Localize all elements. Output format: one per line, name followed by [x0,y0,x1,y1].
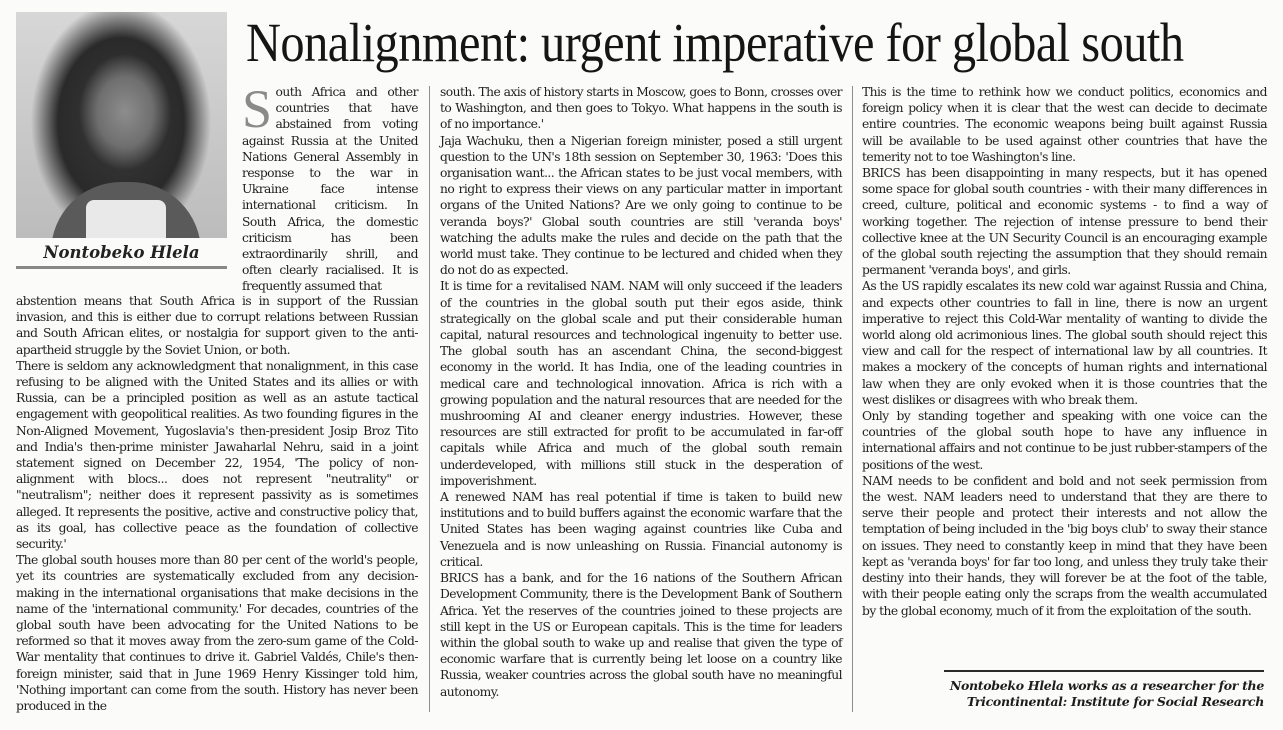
intro-text: outh Africa and other countries that have abstained from voting against Russia at the United Nations General Assembly in response to the war in Ukraine face intense international criticism. In South Africa, the domestic criticism has been extraordinarily shrill, and often clearly racialised. It is frequently assumed that [242,85,418,294]
column-2 [440,84,842,714]
paragraph: A renewed NAM has real potential if time is taken to build new institutions and to build buffers against the economic warfare that the United States has been waging against countries like Cuba and Venezuela and is now unleashing on Russia. Financial autonomy is critical. [440,490,842,569]
intro-paragraph [242,79,418,294]
paragraph: As the US rapidly escalates its new cold war against Russia and China, and expects other countries to fall in line, there is now an urgent imperative to reject this Cold-War mentality of wanting to divide the world along old acrimonious lines. The global south should reject this view and call for the respect of international law by all countries. It makes a mockery of the concepts of human rights and international law when they are only evoked when it is those countries that the west dislikes or disagrees with who break them. [862,279,1267,407]
paragraph: Only by standing together and speaking with one voice can the countries of the global south hope to have any influence in international affairs and not continue to be just rubber-stampers of the positions of the west. [862,409,1267,472]
photo-garment [86,200,166,238]
paragraph: BRICS has been disappointing in many respects, but it has opened some space for global south countries - with their many differences in creed, culture, political and economic systems - to find a way of working together. The rejection of intense pressure to bend their collective knee at the UN Security Council is an encouraging example of the global south rejecting the assumption that they should remain permanent 'veranda boys', and girls. [862,166,1267,278]
column-1 [16,293,418,713]
column-3 [862,84,1267,664]
article-headline: Nonalignment: urgent imperative for global south [246,12,1184,73]
paragraph: There is seldom any acknowledgment that nonalignment, in this case refusing to be aligned with the United States and its allies or with Russia, can be a principled position as well as an astute tactical engagement with geopolitical realities. As two founding figures in the Non-Aligned Movement, Yugoslavia's then-president Josip Broz Tito and India's then-prime minister Jawaharlal Nehru, said in a joint statement signed on December 22, 1954, 'The policy of non-alignment with blocs... does not represent "neutrality" or "neutralism"; neither does it represent passivity as is sometimes alleged. It represents the positive, active and constructive policy that, as its goal, has collective peace as the foundation of collective security.' [16,358,418,552]
paragraph: BRICS has a bank, and for the 16 nations of the Southern African Development Community, there is the Development Bank of Southern Africa. Yet the reserves of the countries joined to these projects are still kept in the US or European capitals. This is the time for leaders within the global south to wake up and realise that given the type of economic warfare that is currently being let loose on a country like Russia, weaker countries across the global south have no meaningful autonomy. [440,571,842,699]
paragraph: Jaja Wachuku, then a Nigerian foreign minister, posed a still urgent question to the UN's 18th session on September 30, 1963: 'Does this organisation want... the African states to be just vocal members, with no right to express their views on any particular matter in important organs of the United Nations? Are we only going to continue to be veranda boys?' Global south countries are still 'veranda boys' watching the adults make the rules and decide on the path that the world must take. They continue to be lectured and chided when they do not do as expected. [440,133,842,278]
paragraph: The global south houses more than 80 per cent of the world's people, yet its countries are systematically excluded from any decision-making in the international organisations that make decisions in the name of the 'international community.' For decades, countries of the global south have been advocating for the United Nations to be reformed so that it moves away from the zero-sum game of the Cold-War mentality that continues to drive it. Gabriel Valdés, Chile's then-foreign minister, said that in June 1969 Henry Kissinger told him, 'Nothing important can come from the south. History has never been produced in the [16,553,418,714]
paragraph: NAM needs to be confident and bold and not seek permission from the west. NAM leaders need to understand that they are there to serve their people and protect their interests and not allow the temptation of being included in the 'big boys club' to sway their stance on issues. They need to constantly keep in mind that they have been kept as 'veranda boys' for far too long, and unless they truly take their destiny into their hands, they will forever be at the foot of the table, with their people eating only the scraps from the wealth accumulated by the global economy, much of it from the exploitation of the south. [862,473,1267,618]
author-bio-line: Nontobeko Hlela works as a researcher for the [949,678,1264,693]
author-bio [868,678,1264,710]
author-bio-line: Tricontinental: Institute for Social Research [966,694,1264,709]
column-divider [852,86,853,712]
author-photo [16,12,227,238]
column-divider [429,86,430,712]
paragraph: This is the time to rethink how we conduct politics, economics and foreign policy when it is clear that the west can decide to decimate entire countries. The economic weapons being built against Russia will be available to be used against other countries that have the temerity not to toe Washington's line. [862,85,1267,164]
drop-cap: S [242,79,272,139]
paragraph: It is time for a revitalised NAM. NAM will only succeed if the leaders of the countries in the global south put their egos aside, think strategically on the global scale and put their considerable human capital, natural resources and technological ingenuity to better use. The global south has an ascendant China, the second-biggest economy in the world. It has India, one of the leading countries in medical care and technological innovation. Africa is rich with a growing population and the natural resources that are needed for the mushrooming AI and cleaner energy industries. However, these resources are still extracted for profit to be accumulated in far-off capitals while Africa and much of the global south remain underdeveloped, with millions still stuck in the desperation of impoverishment. [440,279,842,488]
paragraph: abstention means that South Africa is in support of the Russian invasion, and this is either due to corrupt relations between Russian and South African elites, or nostalgia for support given to the anti-apartheid struggle by the Soviet Union, or both. [16,294,418,357]
author-caption: Nontobeko Hlela [16,240,227,269]
paragraph: south. The axis of history starts in Moscow, goes to Bonn, crosses over to Washington, and then goes to Tokyo. What happens in the south is of no importance.' [440,85,842,132]
footer-rule [944,670,1264,672]
